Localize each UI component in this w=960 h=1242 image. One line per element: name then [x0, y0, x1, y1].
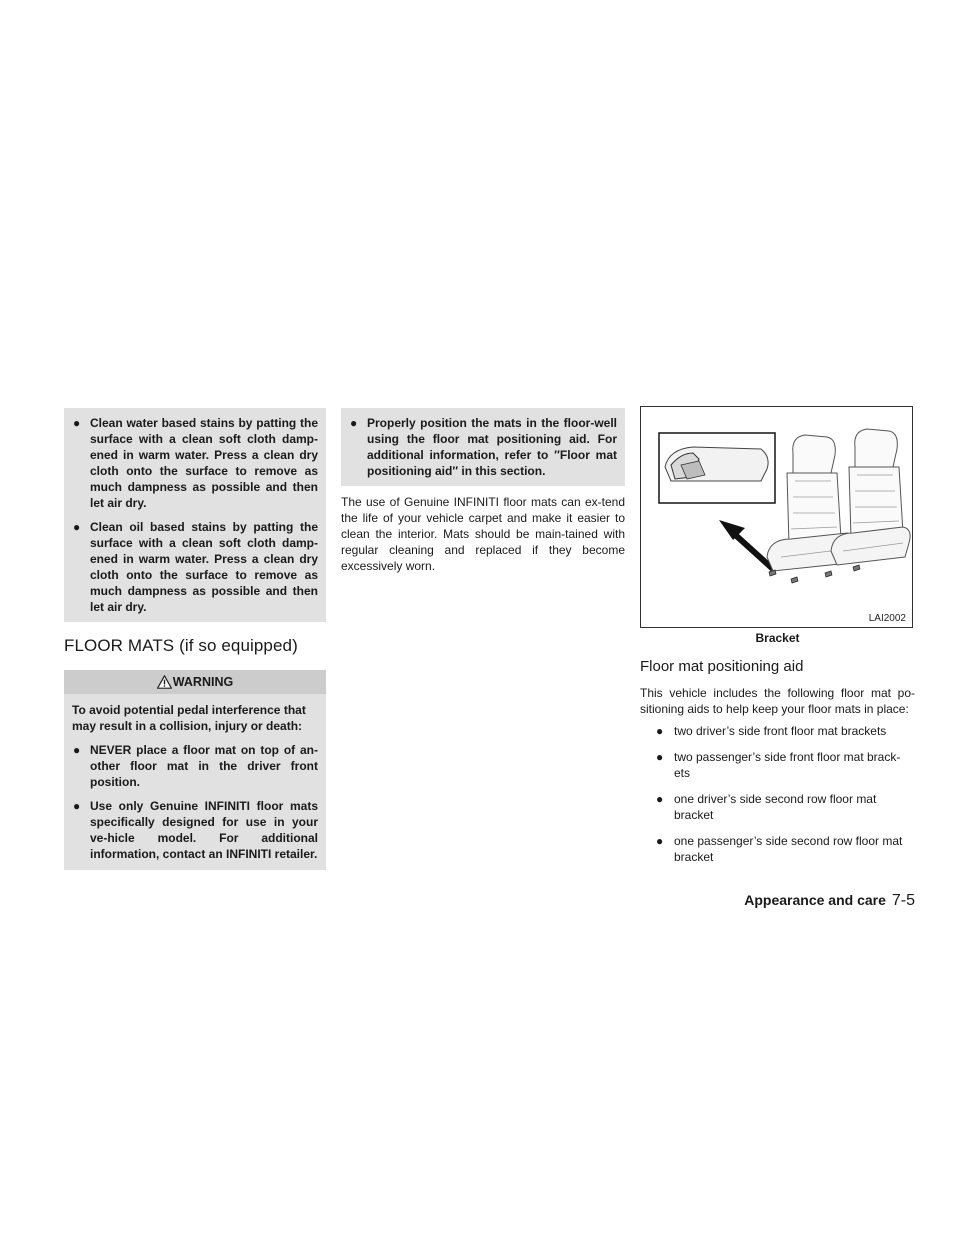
warning-bullet: ● Properly position the mats in the floor-well using the floor mat positioning aid. For additional information, refer to ″Floor mat positioning aid″ in this section.	[350, 416, 617, 478]
page-footer	[744, 892, 915, 910]
bullet-dot: ●	[656, 724, 664, 738]
warning-title: WARNING	[172, 675, 234, 689]
positioning-aid-intro: This vehicle includes the following floor mat po-sitioning aids to help keep your floor mats in place:	[640, 686, 915, 716]
warning-header	[64, 670, 326, 694]
seat-bracket-illustration	[641, 407, 912, 627]
warning-body	[64, 694, 326, 870]
bullet-dot: ●	[656, 750, 664, 764]
bullet-dot: ●	[73, 416, 81, 430]
left-column	[64, 408, 326, 870]
positioning-aid-heading: Floor mat positioning aid	[640, 658, 804, 675]
bracket-list-item: ● one passenger’s side second row floor mat bracket	[656, 834, 903, 864]
warning-bullet: ● NEVER place a floor mat on top of an-other floor mat in the driver front position.	[73, 743, 318, 789]
bracket-list-item: ● one driver’s side second row floor mat bracket	[656, 792, 877, 822]
floor-mats-paragraph: The use of Genuine INFINITI floor mats can ex-tend the life of your vehicle carpet and make it easier to clean the interior. Mats should be main-tained with regular cleaning and replaced if they become excessively worn.	[341, 495, 625, 573]
footer-section-name: Appearance and care	[744, 892, 886, 908]
warning-bullet: ● Use only Genuine INFINITI floor mats specifically designed for use in your ve-hicle model. For additional information, contact an INFINITI retailer.	[73, 799, 318, 861]
stain-bullet: ● Clean oil based stains by patting the surface with a clean soft cloth damp-ened in warm water. Press a clean dry cloth onto the surface to remove as much dampness as possible and then let air dry.	[73, 520, 318, 614]
bullet-dot: ●	[73, 743, 81, 757]
warning-continuation-box	[341, 408, 625, 486]
warning-icon	[157, 675, 172, 689]
bullet-dot: ●	[656, 792, 664, 806]
warning-intro: To avoid potential pedal interference that may result in a collision, injury or death:	[72, 703, 306, 733]
stain-bullet: ● Clean water based stains by patting the surface with a clean soft cloth damp-ened in warm water. Press a clean dry cloth onto the surface to remove as much dampness as possible and then let air dry.	[73, 416, 318, 510]
bullet-dot: ●	[656, 834, 664, 848]
bullet-dot: ●	[73, 520, 81, 534]
bracket-list-item: ● two driver’s side front floor mat brackets	[656, 724, 887, 738]
bullet-dot: ●	[73, 799, 81, 813]
bullet-dot: ●	[350, 416, 358, 430]
figure-code: LAI2002	[868, 613, 906, 624]
floor-mats-heading: FLOOR MATS (if so equipped)	[64, 636, 298, 655]
floor-mat-bracket-figure	[640, 406, 913, 628]
stain-cleaning-box	[64, 408, 326, 622]
bracket-list-item: ● two passenger’s side front floor mat brack-ets	[656, 750, 901, 780]
right-column	[640, 406, 915, 875]
middle-column	[341, 408, 625, 574]
figure-callout-bracket: Bracket	[755, 631, 800, 645]
footer-page-number: 7-5	[891, 892, 915, 909]
